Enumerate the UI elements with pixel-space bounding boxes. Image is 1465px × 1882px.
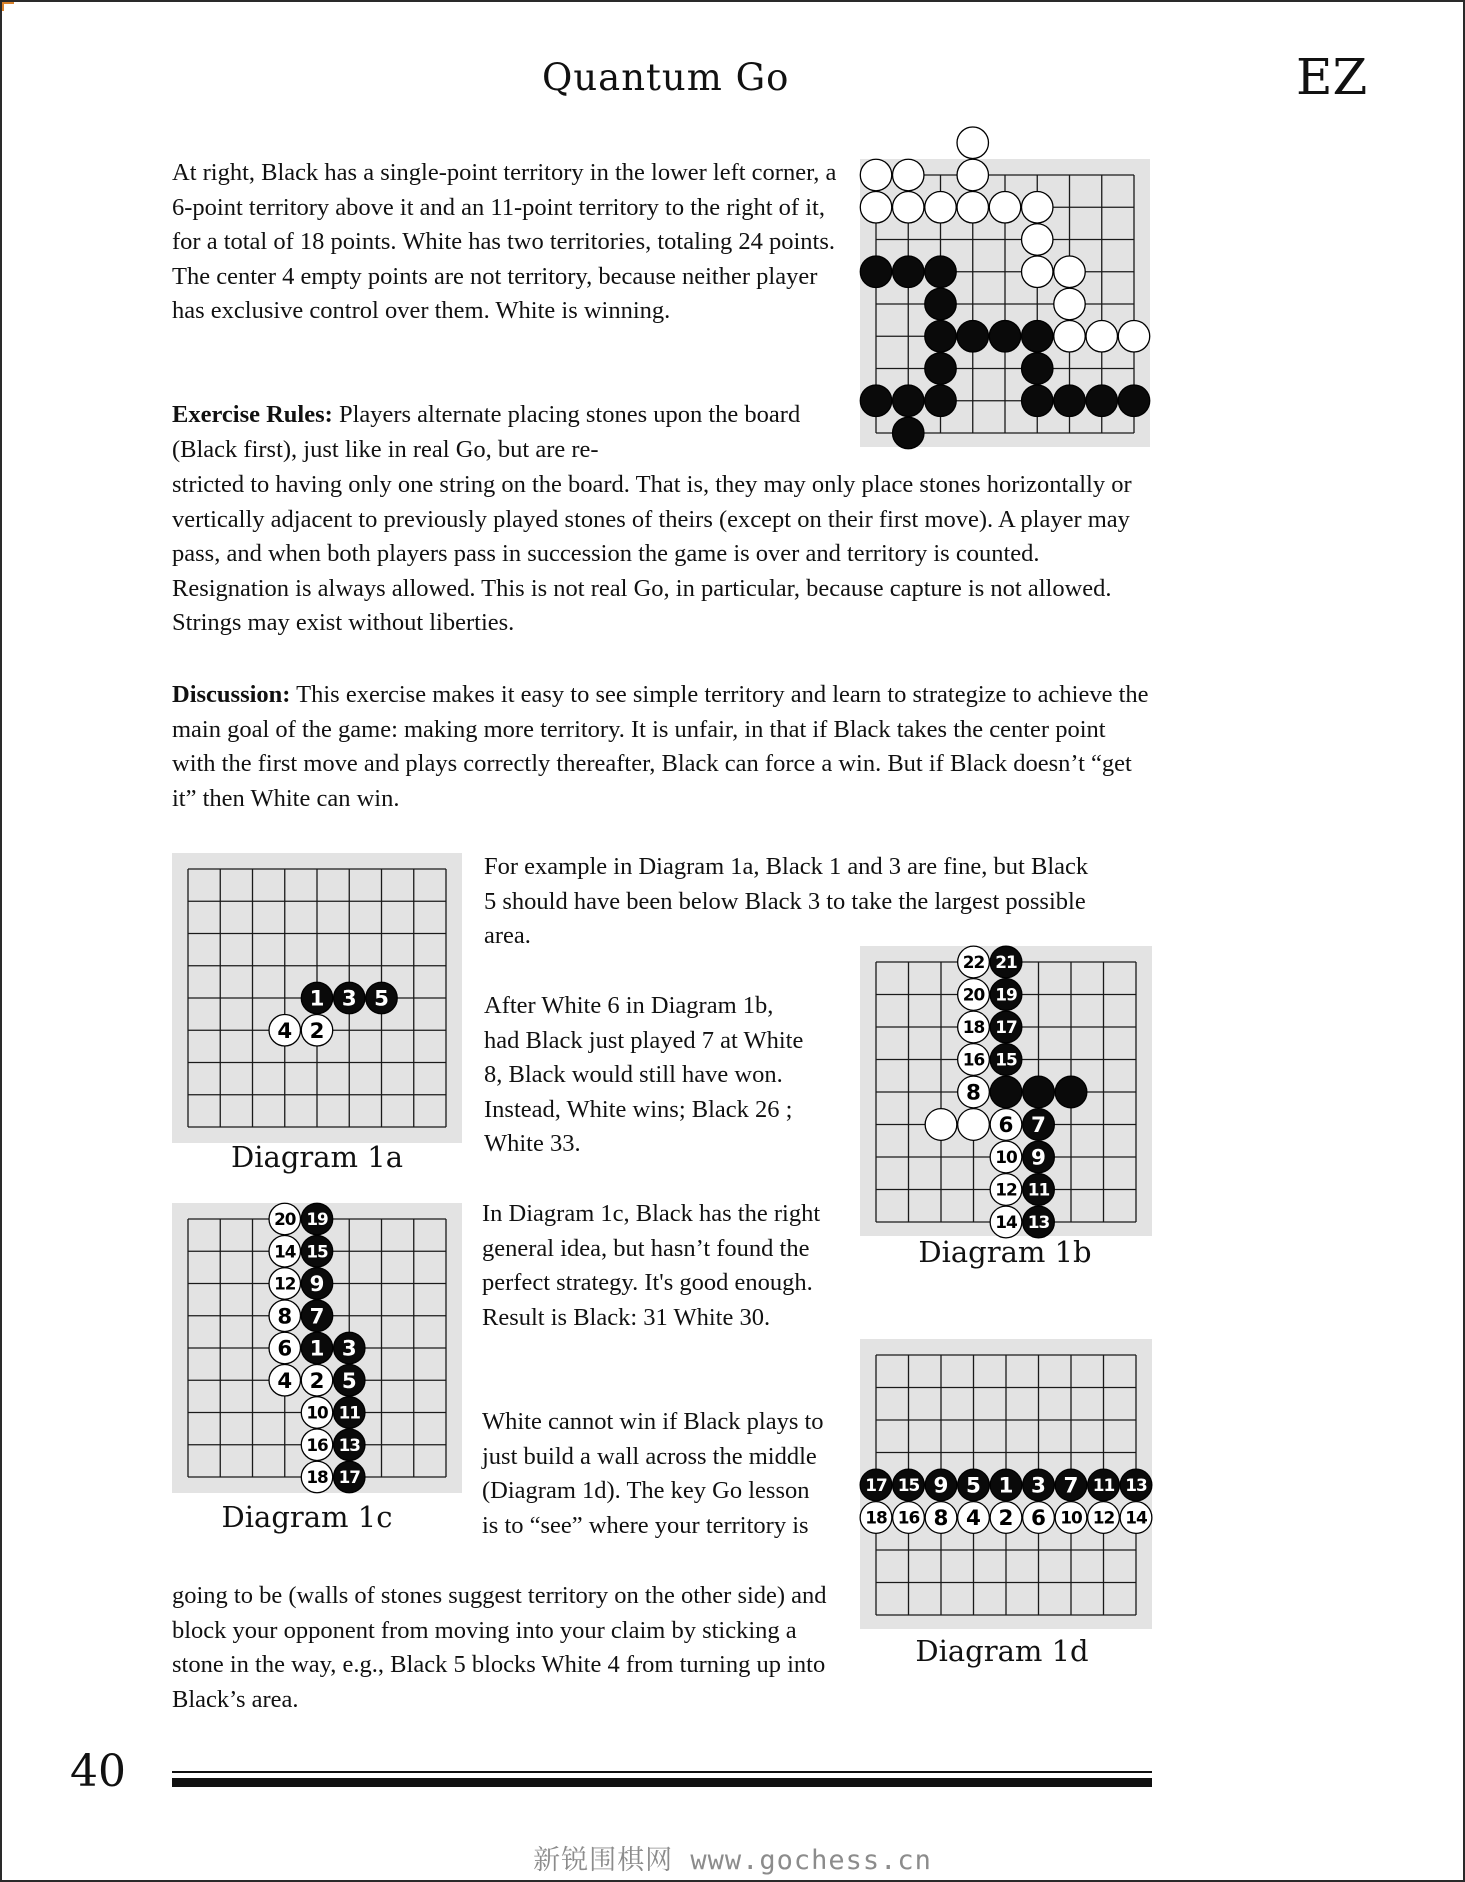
black-stone [860, 385, 891, 416]
black-stone [1023, 1174, 1055, 1206]
black-stone [334, 982, 365, 1013]
discussion-heading: Discussion: [172, 681, 291, 708]
diagram-1b-caption: Diagram 1b [918, 1235, 1092, 1269]
white-stone [957, 192, 988, 223]
black-stone [1054, 385, 1085, 416]
white-stone [957, 159, 988, 190]
black-stone [925, 385, 956, 416]
move-number: 8 [277, 1304, 293, 1330]
white-stone [269, 1236, 300, 1267]
black-stone [1023, 1469, 1055, 1501]
black-stone [366, 982, 397, 1013]
black-stone [893, 417, 924, 448]
footer-rule-thin [172, 1771, 1152, 1773]
move-number: 18 [865, 1507, 887, 1528]
black-stone [957, 321, 988, 352]
black-stone [1023, 1109, 1055, 1141]
white-stone [989, 192, 1020, 223]
white-stone [269, 1203, 300, 1234]
move-number: 7 [1031, 1113, 1046, 1139]
white-stone [301, 1429, 332, 1460]
move-number: 11 [1027, 1179, 1050, 1200]
white-stone [1022, 256, 1053, 287]
running-header-code: EZ [1296, 48, 1368, 106]
move-number: 10 [1060, 1507, 1082, 1528]
black-stone [990, 1011, 1022, 1043]
black-stone [990, 946, 1022, 978]
move-number: 17 [865, 1475, 887, 1496]
black-stone [1022, 353, 1053, 384]
black-stone [301, 1300, 332, 1331]
black-stone [1118, 385, 1149, 416]
black-stone [334, 1365, 365, 1396]
move-number: 8 [933, 1506, 949, 1532]
black-stone [1088, 1469, 1120, 1501]
white-stone [860, 192, 891, 223]
white-stone [893, 159, 924, 190]
white-stone [269, 1300, 300, 1331]
black-stone [1023, 1076, 1055, 1108]
move-number: 21 [995, 952, 1017, 973]
white-stone [958, 1109, 990, 1141]
black-stone [301, 1332, 332, 1363]
intro-paragraph [172, 156, 842, 329]
move-number: 5 [374, 986, 389, 1012]
white-stone [269, 1332, 300, 1363]
diagram-1a-board [172, 853, 462, 1143]
page-number: 40 [70, 1746, 126, 1797]
black-stone [334, 1332, 365, 1363]
move-number: 1 [309, 986, 325, 1012]
move-number: 13 [1125, 1475, 1147, 1496]
diagram-1d-board [860, 1339, 1152, 1629]
move-number: 13 [1027, 1212, 1050, 1233]
white-stone [990, 1109, 1022, 1141]
white-stone [925, 1502, 957, 1534]
example-1c-text: In Diagram 1c, Black has the right general idea, but hasn’t found the perfect strategy. It's good enough. Result is Black: 31 White 30. [482, 1200, 821, 1331]
black-stone [860, 256, 891, 287]
move-number: 4 [277, 1368, 293, 1394]
white-stone [1054, 321, 1085, 352]
move-number: 16 [306, 1434, 328, 1455]
white-stone [893, 1502, 925, 1534]
move-number: 12 [1092, 1507, 1115, 1528]
white-stone [269, 1268, 300, 1299]
move-number: 15 [306, 1241, 328, 1262]
white-stone [1022, 224, 1053, 255]
move-number: 9 [309, 1272, 325, 1298]
diagram-1b-board [860, 946, 1152, 1236]
example-1d-text-bottom: going to be (walls of stones suggest territory on the other side) and block your opponent from moving into your claim by sticking a stone in the way, e.g., Black 5 blocks White 4 from turning up into Black’s area. [172, 1582, 827, 1713]
white-stone [269, 1365, 300, 1396]
move-number: 9 [1031, 1145, 1046, 1171]
white-stone [958, 1076, 990, 1108]
move-number: 17 [995, 1017, 1017, 1038]
white-stone [1088, 1502, 1120, 1534]
example-1c-paragraph [482, 1197, 842, 1335]
white-stone [1118, 321, 1149, 352]
white-stone [958, 1011, 990, 1043]
move-number: 16 [962, 1049, 985, 1070]
diagram-1d-caption: Diagram 1d [915, 1634, 1089, 1668]
move-number: 13 [338, 1434, 360, 1455]
black-stone [1022, 321, 1053, 352]
move-number: 6 [1031, 1506, 1046, 1532]
white-stone [957, 127, 988, 158]
move-number: 3 [341, 986, 357, 1012]
white-stone [925, 1109, 957, 1141]
white-stone [990, 1502, 1022, 1534]
move-number: 2 [309, 1018, 325, 1044]
white-stone [301, 1015, 332, 1046]
black-stone [893, 256, 924, 287]
black-stone [893, 385, 924, 416]
move-number: 18 [962, 1017, 985, 1038]
white-stone [860, 159, 891, 190]
black-stone [925, 256, 956, 287]
move-number: 2 [998, 1506, 1014, 1532]
white-stone [958, 946, 990, 978]
example-1d-paragraph-bottom [172, 1579, 852, 1717]
discussion-text: This exercise makes it easy to see simple territory and learn to strategize to achieve the main goal of the game: making more territory. It is unfair, in that if Black takes the center point with the first move and plays correctly thereafter, Black can force a win. But if Black doesn’t “get it” then White can win. [172, 681, 1149, 812]
diagram-1a-caption: Diagram 1a [231, 1140, 403, 1174]
black-stone [925, 321, 956, 352]
white-stone [1086, 321, 1117, 352]
white-stone [893, 192, 924, 223]
move-number: 8 [966, 1080, 981, 1106]
example-board [860, 159, 1150, 447]
diagram-1c-board [172, 1203, 462, 1493]
move-number: 10 [306, 1402, 328, 1423]
move-number: 22 [962, 952, 985, 973]
move-number: 16 [897, 1507, 920, 1528]
corner-mark [2, 2, 16, 12]
move-number: 1 [309, 1336, 325, 1362]
black-stone [1055, 1469, 1087, 1501]
intro-text: At right, Black has a single-point territory in the lower left corner, a 6-point territory above it and an 11-point territory to the right of it, for a total of 18 points. White has two territories, totaling 24 points. The center 4 empty points are not territory, because neither player has exclusive control over them. White is winning. [172, 159, 837, 325]
black-stone [990, 1076, 1022, 1108]
white-stone [1054, 288, 1085, 319]
move-number: 11 [1092, 1475, 1115, 1496]
black-stone [990, 1469, 1022, 1501]
rules-text-top: Players alternate placing stones upon the board (Black first), just like in real Go, but are re- [172, 401, 801, 463]
move-number: 17 [338, 1467, 360, 1488]
move-number: 19 [306, 1209, 328, 1230]
move-number: 7 [309, 1304, 325, 1330]
white-stone [958, 1502, 990, 1534]
white-stone [1055, 1502, 1087, 1534]
example-1a-paragraph [484, 850, 1104, 954]
move-number: 15 [897, 1475, 920, 1496]
move-number: 3 [341, 1336, 357, 1362]
footer-rule-thick [172, 1778, 1152, 1787]
move-number: 20 [962, 984, 985, 1005]
black-stone [301, 1268, 332, 1299]
move-number: 2 [309, 1368, 325, 1394]
white-stone [990, 1141, 1022, 1173]
black-stone [925, 1469, 957, 1501]
black-stone [334, 1429, 365, 1460]
black-stone [893, 1469, 925, 1501]
white-stone [990, 1206, 1022, 1238]
move-number: 3 [1031, 1473, 1046, 1499]
diagram-1c-caption: Diagram 1c [221, 1500, 393, 1534]
white-stone [958, 979, 990, 1011]
example-1d-paragraph-top [482, 1405, 827, 1543]
black-stone [989, 321, 1020, 352]
black-stone [958, 1469, 990, 1501]
move-number: 18 [306, 1467, 328, 1488]
black-stone [990, 1044, 1022, 1076]
black-stone [1023, 1141, 1055, 1173]
black-stone [334, 1461, 365, 1492]
white-stone [301, 1365, 332, 1396]
black-stone [301, 1203, 332, 1234]
move-number: 9 [933, 1473, 949, 1499]
rules-text-rest: stricted to having only one string on the board. That is, they may only place stones horizontally or vertically adjacent to previously played stones of theirs (except on their first move). A player may pass, and when both players pass in succession the game is over and territory is counted. Resignation is always allowed. This is not real Go, in particular, because capture is not allowed. Strings may exist without liberties. [172, 471, 1132, 637]
white-stone [1120, 1502, 1152, 1534]
white-stone [1023, 1502, 1055, 1534]
rules-heading: Exercise Rules: [172, 401, 333, 428]
move-number: 1 [998, 1473, 1014, 1499]
black-stone [1022, 385, 1053, 416]
move-number: 6 [998, 1113, 1014, 1139]
white-stone [1054, 256, 1085, 287]
white-stone [860, 1502, 892, 1534]
discussion-paragraph [172, 678, 1152, 816]
rules-paragraph-rest [172, 468, 1147, 641]
move-number: 14 [1125, 1507, 1147, 1528]
black-stone [301, 982, 332, 1013]
example-1b-text: After White 6 in Diagram 1b, had Black just played 7 at White 8, Black would still have won. Instead, White wins; Black 26 ; White 33. [484, 992, 804, 1158]
move-number: 5 [966, 1473, 981, 1499]
footer-watermark: 新锐围棋网 www.gochess.cn [533, 1845, 932, 1876]
black-stone [334, 1397, 365, 1428]
white-stone [1022, 192, 1053, 223]
black-stone [925, 288, 956, 319]
white-stone [269, 1015, 300, 1046]
example-1b-paragraph [484, 989, 804, 1162]
white-stone [990, 1174, 1022, 1206]
move-number: 19 [995, 984, 1017, 1005]
move-number: 15 [995, 1049, 1017, 1070]
move-number: 20 [274, 1209, 296, 1230]
move-number: 7 [1063, 1473, 1079, 1499]
white-stone [958, 1044, 990, 1076]
black-stone [1120, 1469, 1152, 1501]
move-number: 10 [995, 1147, 1017, 1168]
black-stone [860, 1469, 892, 1501]
black-stone [1086, 385, 1117, 416]
white-stone [925, 192, 956, 223]
move-number: 12 [274, 1273, 296, 1294]
move-number: 12 [995, 1179, 1017, 1200]
black-stone [1055, 1076, 1087, 1108]
move-number: 14 [274, 1241, 296, 1262]
move-number: 4 [277, 1018, 293, 1044]
move-number: 6 [277, 1336, 293, 1362]
example-1a-text: For example in Diagram 1a, Black 1 and 3 are fine, but Black 5 should have been below Black 3 to take the largest possible area. [484, 853, 1089, 950]
rules-paragraph-top [172, 398, 812, 467]
black-stone [990, 979, 1022, 1011]
move-number: 4 [966, 1506, 981, 1532]
move-number: 11 [338, 1402, 360, 1423]
black-stone [301, 1236, 332, 1267]
white-stone [301, 1461, 332, 1492]
running-header-title: Quantum Go [542, 56, 790, 99]
white-stone [301, 1397, 332, 1428]
black-stone [1023, 1206, 1055, 1238]
move-number: 5 [341, 1368, 357, 1394]
move-number: 14 [995, 1212, 1017, 1233]
example-1d-text-top: White cannot win if Black plays to just build a wall across the middle (Diagram 1d). The key Go lesson is to “see” where your territory is [482, 1408, 824, 1539]
black-stone [925, 353, 956, 384]
